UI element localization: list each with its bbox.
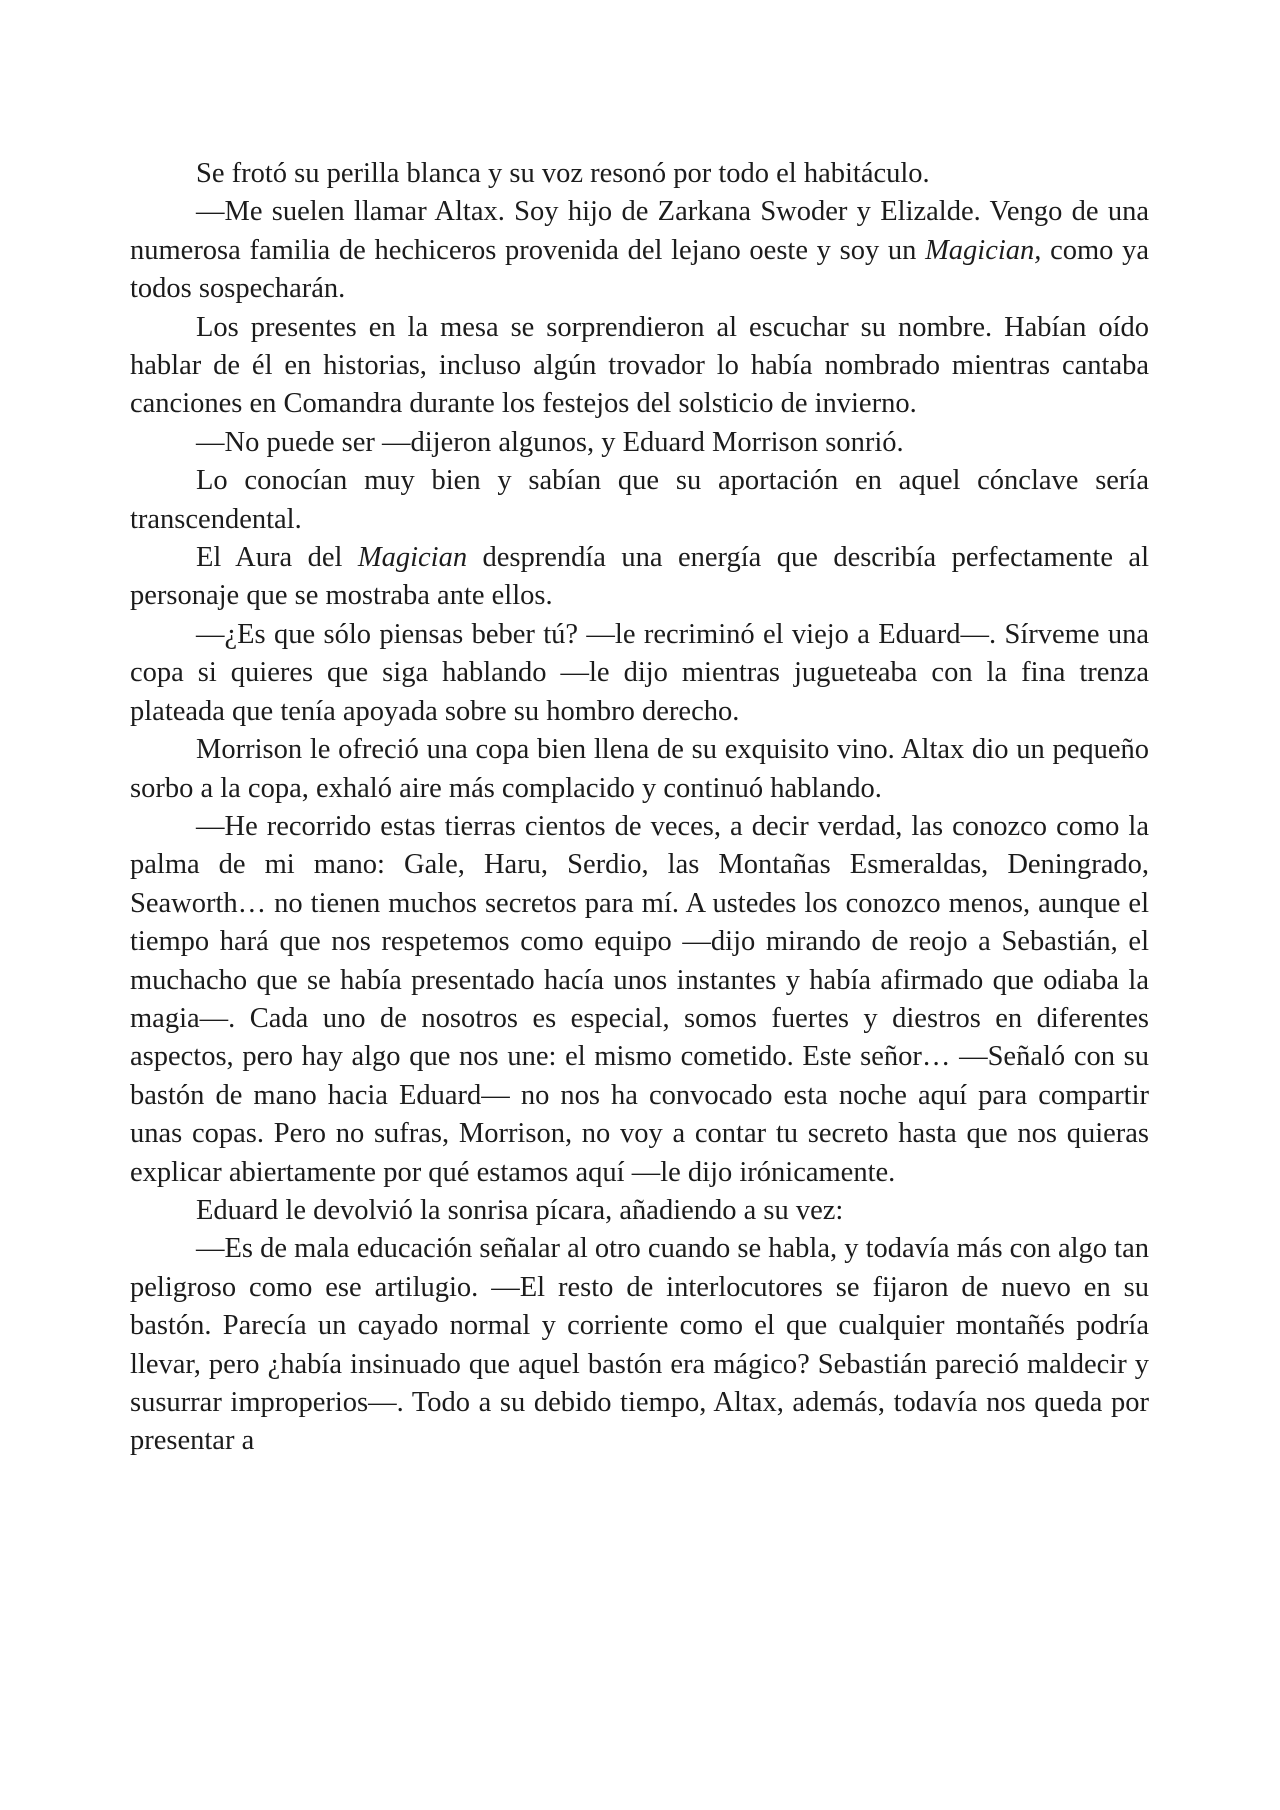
text-segment: —¿Es que sólo piensas beber tú? —le recriminó el viejo a Eduard—. Sírveme una copa si quieres que siga hablando —le dijo mientras jugueteaba con la fina trenza plateada que tenía apoyada sobre su hombro derecho.	[130, 618, 1149, 727]
text-segment: Los presentes en la mesa se sorprendieron al escuchar su nombre. Habían oído hablar de él en historias, incluso algún trovador lo había nombrado mientras cantaba canciones en Comandra durante los festejos del solsticio de invierno.	[130, 311, 1149, 420]
text-segment: como ya todos sospecharán.	[130, 234, 1150, 305]
text-segment: Lo conocían muy bien y sabían que su aportación en aquel cónclave sería transcendental.	[130, 465, 1149, 535]
paragraph	[130, 808, 1149, 1192]
paragraph	[130, 193, 1149, 308]
italic-text: Magician,	[925, 234, 1042, 266]
paragraph	[130, 539, 1149, 616]
text-segment: —Me suelen llamar Altax. Soy hijo de Zarkana Swoder y Elizalde. Vengo de una numerosa familia de hechiceros provenida del lejano oeste y soy un	[130, 196, 1149, 266]
text-segment: Se frotó su perilla blanca y su voz resonó por todo el habitáculo.	[196, 158, 930, 189]
paragraph	[130, 731, 1149, 808]
paragraph	[130, 309, 1149, 424]
paragraph	[130, 616, 1149, 731]
text-segment: —He recorrido estas tierras cientos de veces, a decir verdad, las conozco como la palma de mi mano: Gale, Haru, Serdio, las Montañas Esmeraldas, Deningrado, Seaworth… no tienen muchos secretos para mí. A ustedes los conozco menos, aunque el tiempo hará que nos respetemos como equipo —dijo mirando de reojo a Sebastián, el muchacho que se había presentado hacía unos instantes y había afirmado que odiaba la magia—. Cada uno de nosotros es especial, somos fuertes y diestros en diferentes aspectos, pero hay algo que nos une: el mismo cometido. Este señor… —Señaló con su bastón de mano hacia Eduard— no nos ha convocado esta noche aquí para compartir unas copas. Pero no sufras, Morrison, no voy a contar tu secreto hasta que nos quieras explicar abiertamente por qué estamos aquí —le dijo irónicamente.	[130, 810, 1149, 1188]
italic-text: Magician	[357, 542, 468, 574]
paragraph	[130, 155, 1149, 193]
text-segment: Morrison le ofreció una copa bien llena de su exquisito vino. Altax dio un pequeño sorbo a la copa, exhaló aire más complacido y continuó hablando.	[130, 734, 1149, 804]
body-text	[130, 155, 1149, 1461]
text-segment: El Aura del	[196, 542, 358, 574]
text-segment: —Es de mala educación señalar al otro cuando se habla, y todavía más con algo tan peligroso como ese artilugio. —El resto de interlocutores se fijaron de nuevo en su bastón. Parecía un cayado normal y corriente como el que cualquier montañés podría llevar, pero ¿había insinuado que aquel bastón era mágico? Sebastián pareció maldecir y susurrar improperios—. Todo a su debido tiempo, Altax, además, todavía nos queda por presentar a	[130, 1233, 1149, 1457]
paragraph	[130, 1230, 1149, 1460]
paragraph	[130, 1192, 1149, 1230]
text-segment: —No puede ser —dijeron algunos, y Eduard Morrison sonrió.	[196, 426, 904, 458]
paragraph	[130, 462, 1149, 539]
text-segment: desprendía una energía que describía perfectamente al personaje que se mostraba ante ellos.	[130, 542, 1149, 612]
text-segment: Eduard le devolvió la sonrisa pícara, añadiendo a su vez:	[196, 1194, 844, 1226]
paragraph	[130, 424, 1149, 462]
